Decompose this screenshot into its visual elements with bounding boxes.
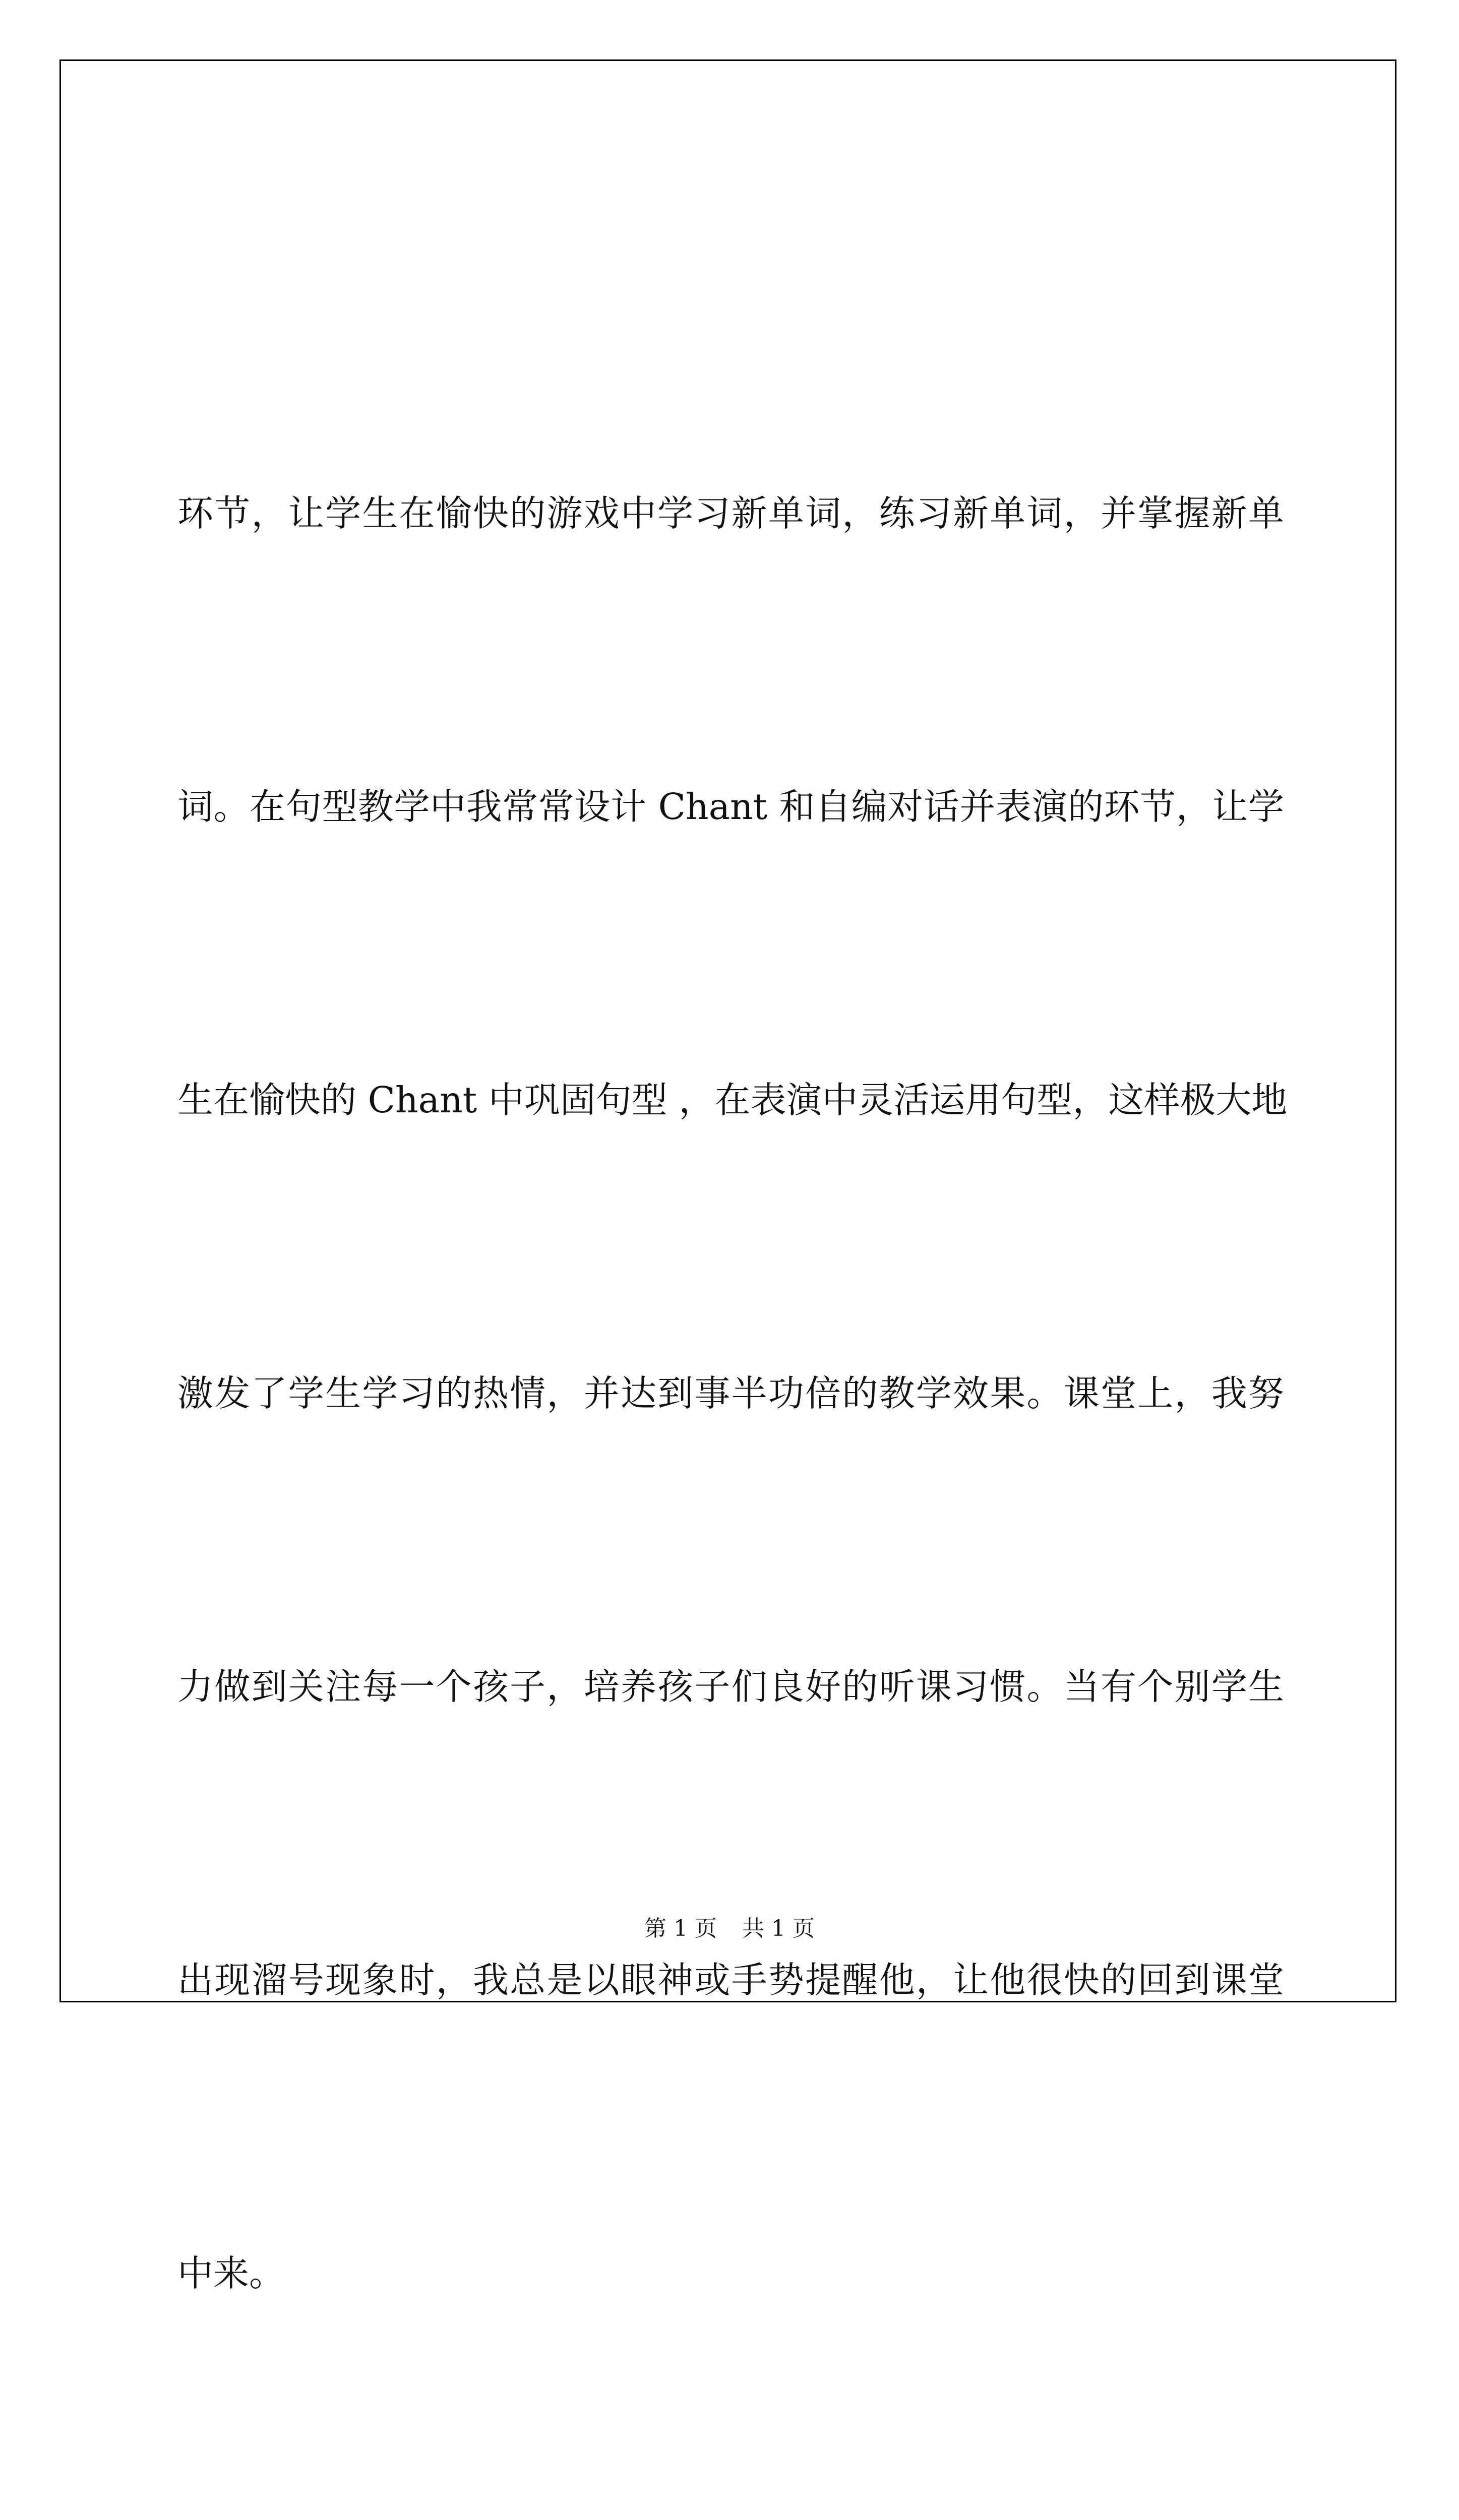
text-line: 力做到关注每一个孩子，培养孩子们良好的听课习惯。当有个别学生 bbox=[177, 1666, 1284, 1708]
text-line: 激发了学生学习的热情，并达到事半功倍的教学效果。课堂上，我努 bbox=[177, 1372, 1284, 1414]
page-number: 第 1 页 bbox=[644, 1916, 717, 1941]
text-line: 生在愉快的 Chant 中巩固句型 ，在表演中灵活运用句型，这样极大地 bbox=[177, 1079, 1288, 1121]
page-total: 共 1 页 bbox=[742, 1916, 815, 1941]
text-line: 词。在句型教学中我常常设计 Chant 和自编对话并表演的环节，让学 bbox=[177, 786, 1284, 828]
text-line: 环节，让学生在愉快的游戏中学习新单词，练习新单词，并掌握新单 bbox=[177, 492, 1284, 534]
text-line: 出现溜号现象时，我总是以眼神或手势提醒他，让他很快的回到课堂 bbox=[177, 1959, 1284, 2001]
text-line: 中来。 bbox=[177, 2252, 285, 2294]
document-body bbox=[177, 171, 1288, 2520]
page-footer bbox=[0, 1910, 1459, 1942]
